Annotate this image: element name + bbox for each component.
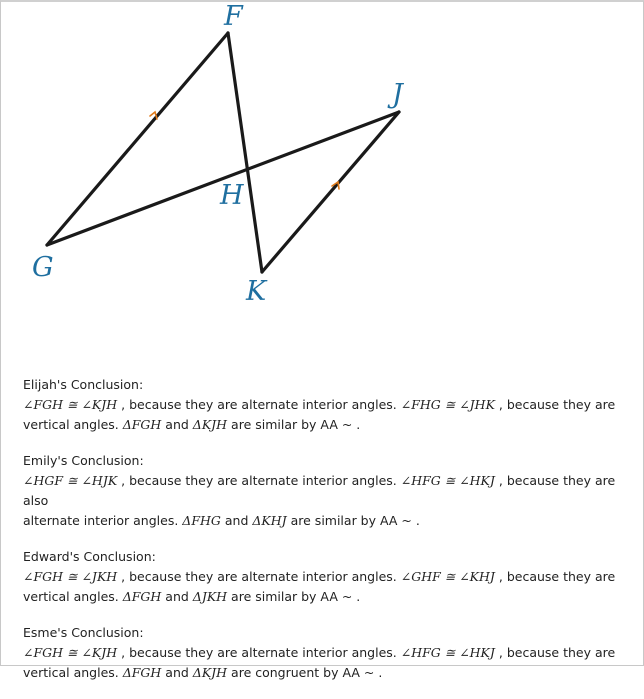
point-label-g: G bbox=[32, 252, 54, 283]
text-segment: , because they are bbox=[494, 397, 616, 412]
conclusion-name: Elijah's Conclusion: bbox=[23, 377, 144, 392]
conclusion-line-1 bbox=[23, 471, 635, 511]
text-segment: and bbox=[161, 589, 193, 604]
text-segment: , because they are alternate interior angles. bbox=[117, 569, 401, 584]
point-label-f: F bbox=[224, 1, 243, 32]
point-label-h: H bbox=[220, 180, 244, 211]
segment-gj bbox=[47, 112, 399, 245]
point-label-k: K bbox=[246, 276, 267, 307]
math-expr: ΔJKH bbox=[192, 589, 228, 604]
conclusion-line-2 bbox=[23, 511, 635, 531]
text-segment: alternate interior angles. bbox=[23, 513, 183, 528]
text-segment: are similar by AA ~ . bbox=[227, 417, 361, 432]
text-segment: and bbox=[220, 513, 253, 528]
conclusions-list bbox=[23, 375, 635, 699]
text-segment: are similar by AA ~ . bbox=[286, 513, 420, 528]
text-segment: , because they are bbox=[494, 569, 616, 584]
point-label-j: J bbox=[392, 79, 403, 110]
math-expr: ΔFGH bbox=[122, 665, 162, 680]
math-expr: ∠HFG ≅ ∠HKJ bbox=[400, 645, 495, 660]
segment-kj bbox=[262, 112, 399, 272]
text-segment: vertical angles. bbox=[23, 589, 123, 604]
math-expr: ΔFGH bbox=[122, 589, 162, 604]
math-expr: ∠HFG ≅ ∠HKJ bbox=[400, 473, 495, 488]
geometry-figure bbox=[0, 0, 644, 340]
math-expr: ΔKJH bbox=[192, 417, 228, 432]
segment-gf bbox=[47, 33, 228, 245]
text-segment: vertical angles. bbox=[23, 417, 123, 432]
math-expr: ∠FHG ≅ ∠JHK bbox=[400, 397, 495, 412]
conclusion-name: Esme's Conclusion: bbox=[23, 625, 144, 640]
conclusion-line-2 bbox=[23, 587, 635, 607]
math-expr: ∠FGH ≅ ∠JKH bbox=[23, 569, 118, 584]
math-expr: ∠HGF ≅ ∠HJK bbox=[23, 473, 118, 488]
text-segment: and bbox=[161, 417, 193, 432]
text-segment: , because they are alternate interior angles. bbox=[117, 473, 401, 488]
math-expr: ΔKJH bbox=[192, 665, 228, 680]
conclusion-line-1 bbox=[23, 395, 635, 415]
segment-fk bbox=[228, 33, 262, 272]
text-segment: , because they are alternate interior angles. bbox=[117, 397, 401, 412]
conclusion-name: Edward's Conclusion: bbox=[23, 549, 156, 564]
text-segment: are congruent by AA ~ . bbox=[227, 665, 383, 680]
math-expr: ∠GHF ≅ ∠KHJ bbox=[400, 569, 495, 584]
text-segment: , because they are alternate interior angles. bbox=[117, 645, 401, 660]
conclusion-esme bbox=[23, 623, 635, 683]
text-segment: and bbox=[161, 665, 193, 680]
math-expr: ΔFHG bbox=[182, 513, 221, 528]
conclusion-line-1 bbox=[23, 567, 635, 587]
conclusion-edward bbox=[23, 547, 635, 607]
text-segment: vertical angles. bbox=[23, 665, 123, 680]
math-expr: ΔFGH bbox=[122, 417, 162, 432]
text-segment: are similar by AA ~ . bbox=[227, 589, 361, 604]
math-expr: ΔKHJ bbox=[252, 513, 287, 528]
conclusion-name: Emily's Conclusion: bbox=[23, 453, 144, 468]
math-expr: ∠FGH ≅ ∠KJH bbox=[23, 645, 118, 660]
math-expr: ∠FGH ≅ ∠KJH bbox=[23, 397, 118, 412]
text-segment: , because they are bbox=[494, 645, 616, 660]
conclusion-line-2 bbox=[23, 415, 635, 435]
conclusion-emily bbox=[23, 451, 635, 531]
conclusion-line-2 bbox=[23, 663, 635, 683]
conclusion-line-1 bbox=[23, 643, 635, 663]
text-segment: , because they are also bbox=[23, 473, 616, 508]
conclusion-elijah bbox=[23, 375, 635, 435]
